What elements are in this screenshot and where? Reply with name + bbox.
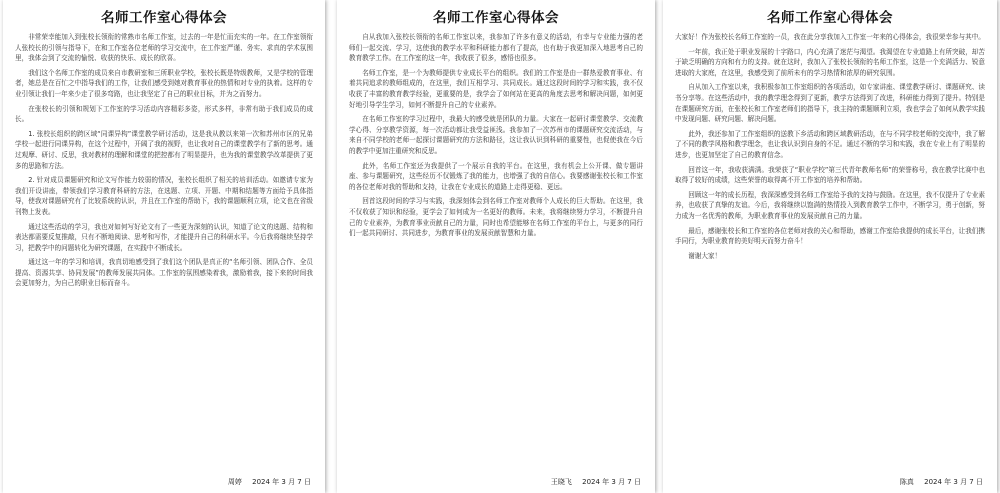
date: 2024 年 3 月 7 日: [582, 478, 641, 486]
paragraph: 在名师工作室的学习过程中，我最大的感受就是团队的力量。大家在一起研讨课堂教学、交流教学心得、分享教学资源，每一次活动都让我受益匪浅。我参加了一次苏州市的课题研究交流活动，与来自不同学校的老师一起探讨课题研究的方法和路径，这让我认识到科研的重要性，也促使我在今后的教学中更加注重研究和反思。: [349, 115, 643, 155]
paragraph: 自从加入工作室以来，我积极参加工作室组织的各项活动，如专家讲座、课堂教学研讨、课题研究、读书分享等。在这些活动中，我的教学理念得到了更新，教学方法得到了改进，科研能力得到了提升。特别是在课题研究方面，在张校长和工作室老师们的指导下，我主持的课题顺利立项，我也学会了如何从教学实践中发现问题、研究问题、解决问题。: [675, 83, 985, 124]
paragraph: 回首这一年，我收获满满。我荣获了“职业学校”第三代青年教师名师”的荣誉称号，我在教学比赛中也取得了较好的成绩，这些荣誉的取得离不开工作室的培养和帮助。: [675, 165, 985, 185]
signature-line: [892, 477, 983, 487]
paragraph: 此外，名师工作室还为我提供了一个展示自我的平台。在这里，我有机会上公开课、做专题讲座、参与课题研究，这些经历不仅锻炼了我的能力，也增强了我的自信心。我要感谢张校长和工作室的各位老师对我的帮助和支持，让我在专业成长的道路上走得更稳、更远。: [349, 161, 643, 191]
paragraph: 名师工作室，是一个为教师提供专业成长平台的组织。我们的工作室是由一群热爱教育事业、有着共同追求的教师组成的，在这里，我们互相学习、共同成长。通过这段时间的学习和实践，我不仅收获了丰富的教育教学经验，更重要的是，我学会了如何站在更高的角度去思考和解决问题，如何更好地引导学生学习，如何不断提升自己的专业素养。: [349, 68, 643, 109]
paragraph: 在张校长的引领和规划下工作室的学习活动内容精彩多姿，形式多样，非常有助于我们成员的成长。: [15, 104, 313, 124]
document-page-2: [337, 0, 655, 493]
document-title: 名师工作室心得体会: [767, 10, 893, 26]
paragraph: 回顾这一年的成长历程，我深深感受到名师工作室给予我的支持与鼓励。在这里，我不仅提升了专业素养，也收获了真挚的友谊。今后，我将继续以饱满的热情投入到教育教学工作中，不断学习，勇于创新，努力成为一名优秀的教师，为职业教育事业的发展贡献自己的力量。: [675, 190, 985, 220]
paragraph: 非常荣幸能加入到张校长领衔的常熟市名师工作室，过去的一年是忙而充实的一年。在工作室领衔人张校长的引领与指导下，在和工作室各位老师的学习交流中，在工作室严谨、务实、求真的学术氛围里，我体会到了交流的愉悦、收获的快乐、成长的欣喜。: [15, 33, 313, 63]
date: 2024 年 3 月 7 日: [252, 478, 311, 486]
paragraph: 1. 张校长组织的跨区域“同课异构”课堂教学研讨活动，这是我从教以来第一次和苏州市区的兄弟学校一起进行同课异构，在这个过程中，开阔了我的视野，也让我对自己的课堂教学有了新的思考。通过观摩、研讨、反思，我对教材的理解和课堂的把控都有了明显提升，也为我的课堂教学改革提供了更多的思路和方法。: [15, 129, 313, 170]
paragraph: 通过这些活动的学习，我也对如何写好论文有了一些更为深刻的认识，知道了论文的选题、结构和表达都需要反复推敲，只有不断地阅读、思考和写作，才能提升自己的科研水平。今后我将继续坚持学习，把教学中的问题转化为研究课题，在实践中不断成长。: [15, 222, 313, 252]
document-page-1: [3, 0, 325, 493]
paragraph: 回首这段时间的学习与实践，我深刻体会到名师工作室对教师个人成长的巨大帮助。在这里，我不仅收获了知识和经验，更学会了如何成为一名更好的教师。未来，我将继续努力学习，不断提升自己的专业素养，为教育事业贡献自己的力量，同时也希望能够在名师工作室的平台上，与更多的同行们一起共同研讨、共同进步，为教育事业的发展贡献智慧和力量。: [349, 197, 643, 238]
date: 2024 年 3 月 7 日: [924, 478, 983, 486]
author-name: 陈真: [899, 478, 914, 486]
paragraph: 谢谢大家！: [688, 251, 722, 260]
document-title: 名师工作室心得体会: [433, 10, 559, 26]
paragraph: 2. 针对成员课题研究和论文写作能力较弱的情况，张校长组织了相关的培训活动。如邀请专家为我们开设讲座，带领我们学习教育科研的方法，在选题、立项、开题、中期和结题等方面给予具体指导，使我对课题研究有了比较系统的认识，并且在工作室的帮助下，我的课题顺利立项，论文也在省级刊物上发表。: [15, 176, 313, 216]
signature-line: [220, 477, 311, 487]
paragraph: 通过这一年的学习和培训，我真切地感受到了我们这个团队是真正的“名师引领、团队合作、全员提高、资源共享、协同发展”的教师发展共同体。工作室的氛围感染着我，激励着我，接下来的时间我会更加努力，为自己的职业目标而奋斗。: [15, 258, 313, 288]
document-page-3: [663, 0, 997, 493]
paragraph: 最后，感谢张校长和工作室的各位老师对我的关心和帮助，感谢工作室给我提供的成长平台，让我们携手同行，为职业教育的美好明天而努力奋斗！: [675, 226, 985, 246]
paragraph: 此外，我还参加了工作室组织的送教下乡活动和跨区域教研活动，在与不同学校老师的交流中，我了解了不同的教学风格和教学理念，也让我认识到自身的不足。通过不断的学习和实践，我在专业上有了明显的进步，也更加坚定了自己的教育信念。: [675, 129, 985, 159]
signature-line: [543, 477, 641, 487]
author-name: 周婷: [227, 478, 242, 486]
document-title: 名师工作室心得体会: [101, 10, 227, 26]
paragraph: 我们这个名师工作室的成员来自市教研室和三所职业学校，张校长既是特级教师，又是学校的管理者，她总是在百忙之中指导我们的工作，让我们感受到她对教育事业的热情和对专业的执着。这样的专业引领让我们一年来少走了很多弯路，也让我坚定了自己的职业目标，并为之而努力。: [15, 68, 313, 98]
paragraph: 一年前，我正处于职业发展的十字路口，内心充满了迷茫与渴望。我渴望在专业道路上有所突破，却苦于缺乏明确的方向和有力的支持。就在这时，我加入了张校长领衔的名师工作室，这是一个充满活力、锐意进取的大家庭，在这里，我感受到了前所未有的学习热情和浓厚的研究氛围。: [675, 47, 985, 77]
paragraph: 大家好！作为张校长名师工作室的一员，我在此分享我加入工作室一年来的心得体会，我很荣幸参与其中。: [675, 33, 985, 41]
paragraph: 自从我加入张校长领衔的名师工作室以来，我参加了许多有意义的活动，有幸与专业能力强的老师们一起交流、学习，这使我的教学水平和科研能力都有了提高，也有助于我更加深入地思考自己的教育教学工作。在工作室的这一年，我收获了很多，感悟也很多。: [349, 33, 643, 63]
author-name: 王晓飞: [550, 478, 572, 486]
